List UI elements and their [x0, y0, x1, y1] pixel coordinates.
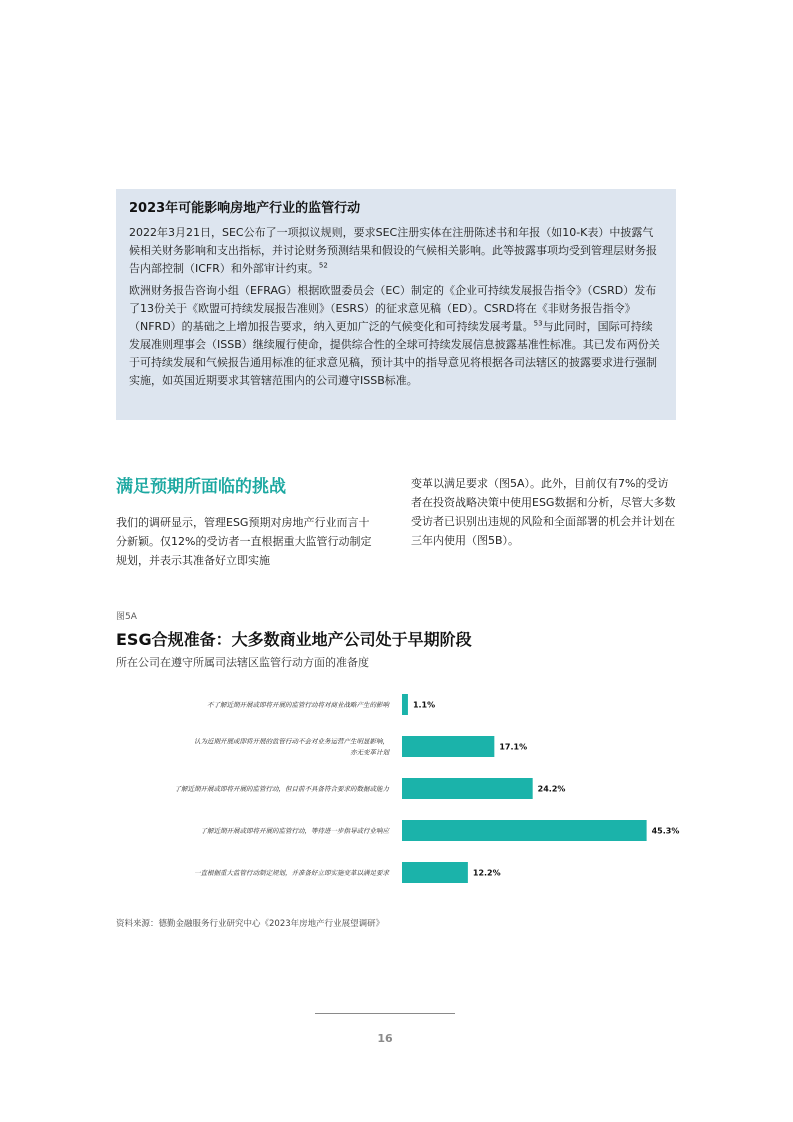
- figure-title: ESG合规准备：大多数商业地产公司处于早期阶段: [116, 630, 472, 649]
- footnote-ref-52[interactable]: 52: [318, 261, 328, 270]
- footnote-ref-53[interactable]: 53: [533, 319, 543, 328]
- readiness-bar-chart: [110, 680, 690, 905]
- category-label-4: 了解近期开展或即将开展的监管行动，等待进一步指导或行业响应: [200, 827, 389, 835]
- box-paragraph-2: [129, 282, 663, 390]
- bar-3: [402, 778, 533, 799]
- box-paragraph-2b-text: 与此同时，国际可持续发展准则理事会（ISSB）继续履行使命，提供综合性的全球可持续发展信息披露基准性标准。其已发布两份关于可持续发展和气候报告通用标准的征求意见稿，预计其中的指导意见将根据各司法辖区的披露要求进行强制实施，如英国近期要求其管辖范围内的公司遵守ISSB标准。: [129, 320, 660, 387]
- category-label-2-line-2: 亦无变革计划: [350, 748, 389, 757]
- section-heading: 满足预期所面临的挑战: [116, 477, 286, 497]
- category-label-1: 不了解近期开展或即将开展的监管行动将对商业战略产生的影响: [207, 701, 389, 709]
- box-title: 2023年可能影响房地产行业的监管行动: [129, 201, 361, 216]
- source-note: 资料来源：德勤金融服务行业研究中心《2023年房地产行业展望调研》: [116, 919, 385, 929]
- box-paragraph-1-text: 2022年3月21日，SEC公布了一项拟议规则，要求SEC注册实体在注册陈述书和年报（如10-K表）中披露气候相关财务影响和支出指标，并讨论财务预测结果和假设的气候相关影响。此等披露事项均受到管理层财务报告内部控制（ICFR）和外部审计约束。: [129, 226, 657, 275]
- body-text-right: 变革以满足要求（图5A）。此外，目前仅有7%的受访者在投资战略决策中使用ESG数据和分析，尽管大多数受访者已识别出违规的风险和全面部署的机会并计划在三年内使用（图5B）。: [411, 477, 676, 547]
- category-label-2-line-1: 认为近期开展或即将开展的监管行动不会对业务运营产生明显影响，: [194, 737, 389, 746]
- category-label-5: 一直根据重大监管行动制定规划，并准备好立即实施变革以满足要求: [194, 869, 389, 877]
- footer-divider: [315, 1013, 455, 1014]
- figure-label: 图5A: [116, 612, 137, 622]
- value-label-5: 12.2%: [472, 868, 501, 878]
- value-label-1: 1.1%: [412, 700, 436, 710]
- regulatory-actions-box: [116, 189, 676, 420]
- bar-5: [402, 862, 468, 883]
- value-label-2: 17.1%: [499, 742, 528, 752]
- page-number: 16: [377, 1032, 393, 1045]
- bar-1: [402, 694, 408, 715]
- box-paragraph-2a-text: 欧洲财务报告咨询小组（EFRAG）根据欧盟委员会（EC）制定的《企业可持续发展报告指令》（CSRD）发布了13份关于《欧盟可持续发展报告准则》（ESRS）的征求意见稿（ED）。CSRD将在《非财务报告指令》（NFRD）的基础之上增加报告要求，纳入更加广泛的气候变化和可持续发展考量。: [129, 284, 657, 333]
- bar-4: [402, 820, 647, 841]
- box-paragraph-1: [129, 224, 663, 278]
- figure-subtitle: 所在公司在遵守所属司法辖区监管行动方面的准备度: [116, 656, 369, 669]
- body-text-left: 我们的调研显示，管理ESG预期对房地产行业而言十分新颖。仅12%的受访者一直根据重大监管行动制定规划，并表示其准备好立即实施: [116, 516, 372, 567]
- value-label-4: 45.3%: [651, 826, 680, 836]
- bar-2: [402, 736, 494, 757]
- value-label-3: 24.2%: [537, 784, 566, 794]
- category-label-3: 了解近期开展或即将开展的监管行动，但目前不具备符合要求的数据或能力: [174, 785, 389, 793]
